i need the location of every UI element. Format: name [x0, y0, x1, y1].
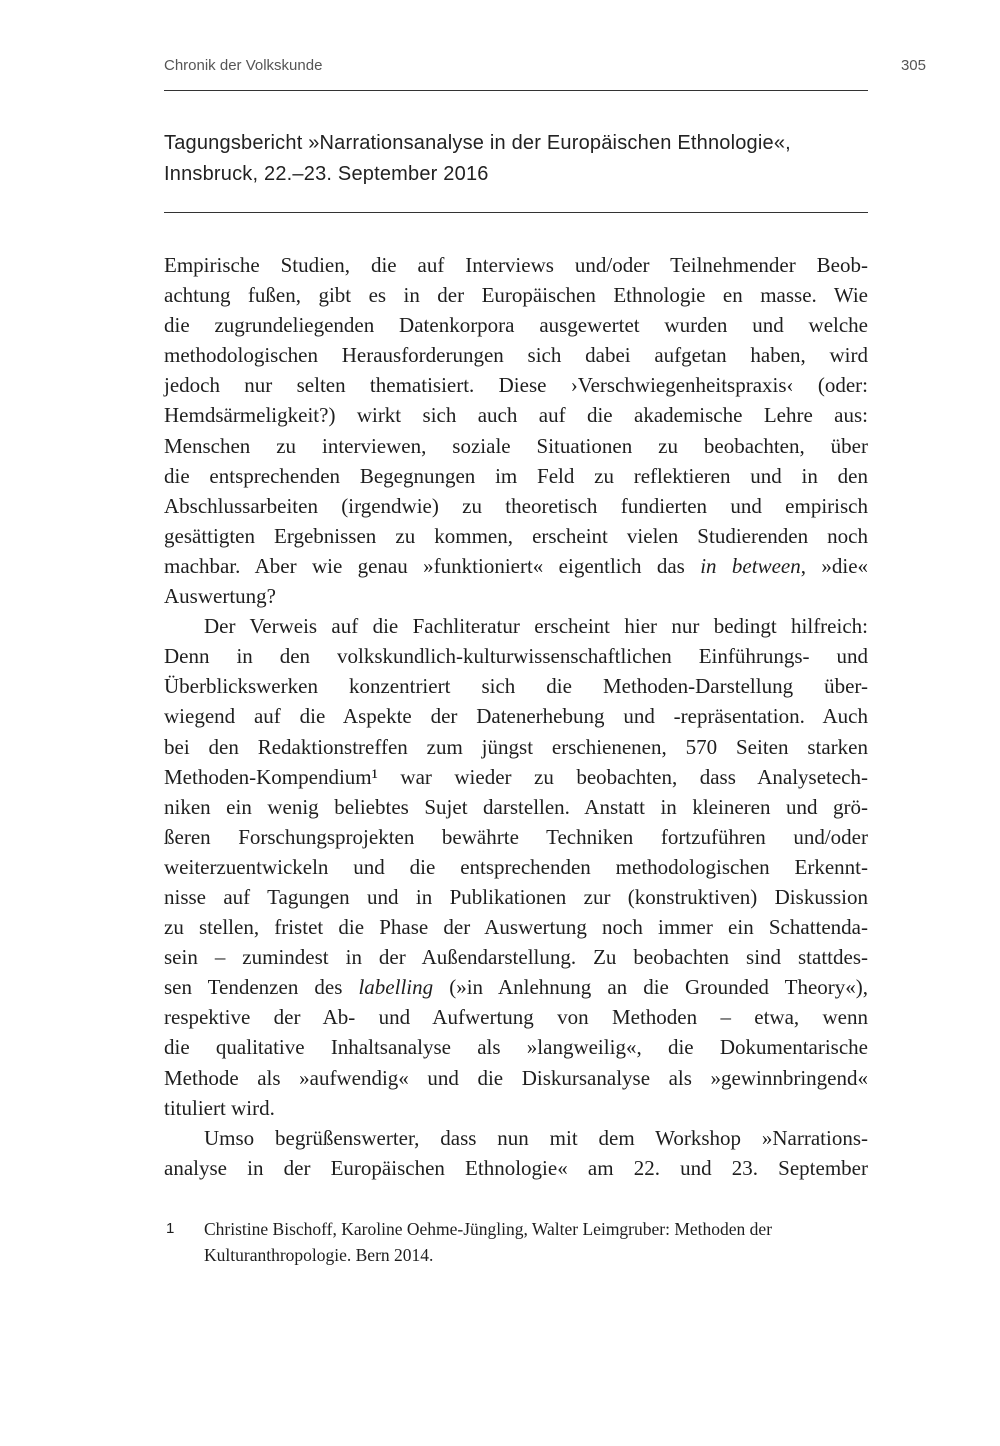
article-title [164, 128, 884, 190]
text-span: jedoch nur selten thematisiert. Diese ›Verschwiegenheitspraxis‹ (oder: [164, 373, 868, 398]
text-line [164, 852, 868, 882]
text-line [164, 280, 868, 310]
text-span: Hemdsärmeligkeit?) wirkt sich auch auf die akademische Lehre aus: [164, 403, 868, 428]
text-line [164, 551, 868, 581]
text-span: analyse in der Europäischen Ethnologie« am 22. und 23. September [164, 1155, 868, 1180]
text-span: gesättigten Ergebnissen zu kommen, erscheint vielen Studierenden noch [164, 523, 868, 548]
title-rule [164, 212, 868, 213]
text-line [164, 1093, 868, 1123]
text-line [164, 912, 868, 942]
text-span: weiterzuentwickeln und die entsprechenden methodologischen Erkennt- [164, 854, 868, 879]
text-line [164, 1002, 868, 1032]
text-span: sein – zumindest in der Außendarstellung. Zu beobachten sind stattdes- [164, 945, 868, 970]
text-span: Menschen zu interviewen, soziale Situationen zu beobachten, über [164, 433, 868, 458]
title-line: Tagungsbericht »Narrationsanalyse in der Europäischen Ethnologie«, [164, 132, 791, 154]
running-head: Chronik der Volkskunde [164, 57, 323, 74]
header-rule [164, 90, 868, 91]
body-text [164, 250, 868, 1183]
text-span: nisse auf Tagungen und in Publikationen zur (konstruktiven) Diskussion [164, 884, 868, 909]
text-span: ßeren Forschungsprojekten bewährte Techniken fortzuführen und/oder [164, 824, 868, 849]
text-line [164, 431, 868, 461]
text-line [164, 491, 868, 521]
text-line [164, 641, 868, 671]
text-span: methodologischen Herausforderungen sich dabei aufgetan haben, wird [164, 343, 868, 368]
text-line [164, 310, 868, 340]
text-span: zu stellen, fristet die Phase der Auswertung noch immer ein Schattenda- [164, 915, 868, 940]
text-span: Methode als »aufwendig« und die Diskursanalyse als »gewinnbringend« [164, 1065, 868, 1090]
text-line [164, 461, 868, 491]
text-span: die qualitative Inhaltsanalyse als »langweilig«, die Dokumentarische [164, 1035, 868, 1060]
text-span: Der Verweis auf die Fachliteratur erscheint hier nur bedingt hilfreich: [204, 614, 868, 639]
text-span: die zugrundeliegenden Datenkorpora ausgewertet wurden und welche [164, 313, 868, 338]
text-span: niken ein wenig beliebtes Sujet darstellen. Anstatt in kleineren und grö- [164, 794, 868, 819]
footnote-number: 1 [166, 1220, 175, 1237]
text-line [164, 1153, 868, 1183]
text-line [164, 1063, 868, 1093]
text-span: Methoden-Kompendium¹ war wieder zu beobachten, dass Analysetech- [164, 764, 868, 789]
text-line [164, 671, 868, 701]
page-number: 305 [900, 57, 926, 74]
italic-text: in between [700, 553, 801, 578]
text-span: (»in Anlehnung an die Grounded Theory«), [433, 975, 868, 1000]
text-span: Auswertung? [164, 584, 276, 609]
text-line [164, 340, 868, 370]
text-span: respektive der Ab- und Aufwertung von Methoden – etwa, wenn [164, 1005, 868, 1030]
text-line [164, 400, 868, 430]
text-line [164, 882, 868, 912]
text-line [164, 581, 868, 611]
text-span: Abschlussarbeiten (irgendwie) zu theoretisch fundierten und empirisch [164, 493, 868, 518]
text-line [164, 370, 868, 400]
text-span: machbar. Aber wie genau »funktioniert« eigentlich das [164, 553, 701, 578]
text-span: Umso begrüßenswerter, dass nun mit dem Workshop »Narrations- [204, 1125, 868, 1150]
text-span: die entsprechenden Begegnungen im Feld zu reflektieren und in den [164, 463, 868, 488]
text-span: sen Tendenzen des [164, 975, 359, 1000]
text-line [164, 822, 868, 852]
text-span: bei den Redaktionstreffen zum jüngst erschienenen, 570 Seiten starken [164, 734, 868, 759]
text-span: Denn in den volkskundlich-kulturwissenschaftlichen Einführungs- und [164, 644, 868, 669]
text-line [164, 1123, 868, 1153]
text-line [164, 701, 868, 731]
text-span: tituliert wird. [164, 1095, 275, 1120]
text-line [164, 732, 868, 762]
text-span: Überblickswerken konzentriert sich die Methoden-Darstellung über- [164, 674, 868, 699]
text-span: achtung fußen, gibt es in der Europäischen Ethnologie en masse. Wie [164, 283, 868, 308]
title-line: Innsbruck, 22.–23. September 2016 [164, 163, 489, 185]
text-line [164, 521, 868, 551]
text-line [164, 762, 868, 792]
footnote-text: Christine Bischoff, Karoline Oehme-Jüngling, Walter Leimgruber: Methoden der Kulturanthropologie. Bern 2014. [204, 1219, 773, 1265]
text-line [164, 1032, 868, 1062]
text-line [164, 611, 868, 641]
italic-text: labelling [358, 975, 434, 1000]
text-span: wiegend auf die Aspekte der Datenerhebung und -repräsentation. Auch [164, 704, 868, 729]
text-span: , »die« [800, 553, 869, 578]
text-line [164, 942, 868, 972]
text-line [164, 792, 868, 822]
text-line [164, 972, 868, 1002]
text-span: Empirische Studien, die auf Interviews und/oder Teilnehmender Beob- [164, 253, 868, 277]
text-line [164, 250, 868, 280]
